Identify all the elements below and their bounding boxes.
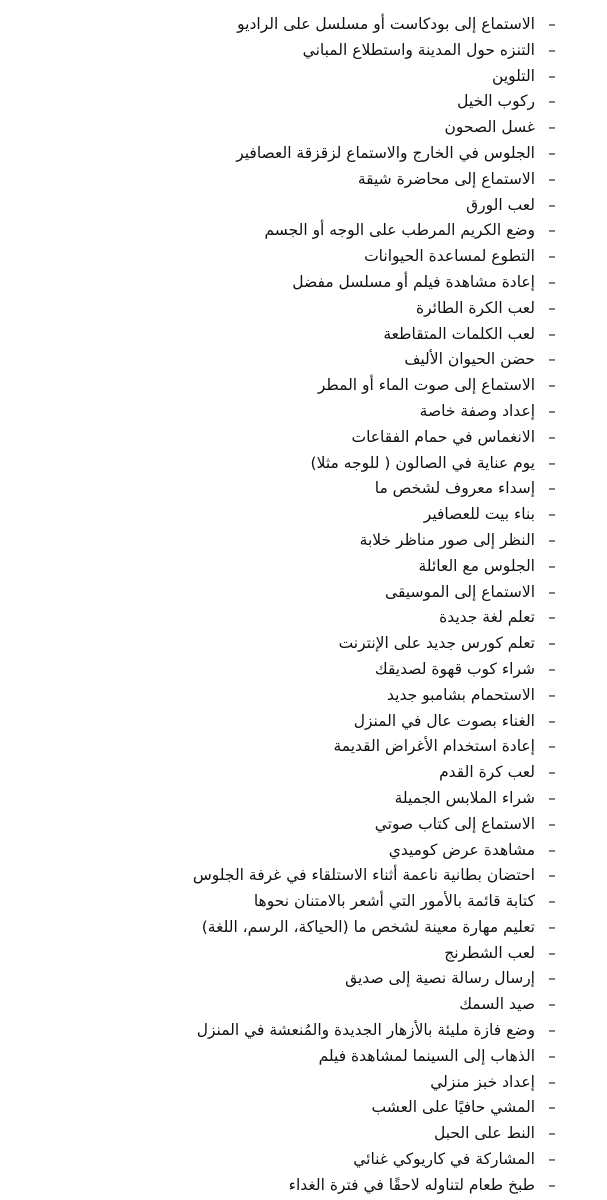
list-item-text: مشاهدة عرض كوميدي bbox=[388, 840, 535, 859]
dash-bullet-icon: – bbox=[548, 866, 556, 885]
list-item bbox=[20, 322, 559, 348]
list-item-text: كتابة قائمة بالأمور التي أشعر بالامتنان نحوها bbox=[253, 892, 535, 911]
list-item-text: النظر إلى صور مناظر خلابة bbox=[359, 530, 535, 549]
list-item bbox=[20, 1147, 559, 1173]
dash-bullet-icon: – bbox=[548, 92, 556, 111]
list-item bbox=[20, 1044, 559, 1070]
dash-bullet-icon: – bbox=[548, 556, 556, 575]
dash-bullet-icon: – bbox=[548, 118, 556, 137]
list-item-text: الانغماس في حمام الفقاعات bbox=[351, 427, 535, 446]
dash-bullet-icon: – bbox=[548, 1098, 556, 1117]
dash-bullet-icon: – bbox=[548, 66, 556, 85]
list-item-text: غسل الصحون bbox=[444, 118, 535, 137]
list-item bbox=[20, 863, 559, 889]
list-item bbox=[20, 502, 559, 528]
list-item-text: الاستماع إلى بودكاست أو مسلسل على الراديو bbox=[237, 15, 535, 33]
list-item-text: احتضان بطانية ناعمة أثناء الاستلقاء في غرفة الجلوس bbox=[192, 866, 535, 885]
dash-bullet-icon: – bbox=[548, 969, 556, 988]
list-item-text: صيد السمك bbox=[459, 995, 535, 1014]
list-item-text: التطوع لمساعدة الحيوانات bbox=[364, 247, 535, 266]
list-item bbox=[20, 1070, 559, 1096]
list-item bbox=[20, 1173, 559, 1199]
dash-bullet-icon: – bbox=[548, 1124, 556, 1143]
list-item-text: الاستحمام بشامبو جديد bbox=[387, 685, 535, 704]
list-item bbox=[20, 709, 559, 735]
list-item bbox=[20, 941, 559, 967]
list-item bbox=[20, 605, 559, 631]
dash-bullet-icon: – bbox=[548, 1072, 556, 1091]
list-item bbox=[20, 141, 559, 167]
list-item bbox=[20, 657, 559, 683]
dash-bullet-icon: – bbox=[548, 350, 556, 369]
dash-bullet-icon: – bbox=[548, 272, 556, 291]
list-item-text: التلوين bbox=[492, 66, 535, 85]
list-item bbox=[20, 373, 559, 399]
list-item-text: الجلوس في الخارج والاستماع لزقزقة العصافير bbox=[236, 143, 535, 162]
dash-bullet-icon: – bbox=[548, 530, 556, 549]
list-item-text: تعليم مهارة معينة لشخص ما (الحياكة، الرسم، اللغة) bbox=[201, 917, 535, 936]
list-item bbox=[20, 1018, 559, 1044]
dash-bullet-icon: – bbox=[548, 1021, 556, 1040]
list-item-text: المشي حافيًا على العشب bbox=[371, 1098, 535, 1117]
list-item-text: شراء كوب قهوة لصديقك bbox=[374, 659, 535, 678]
list-item-text: وضع الكريم المرطب على الوجه أو الجسم bbox=[264, 221, 535, 240]
dash-bullet-icon: – bbox=[548, 15, 556, 33]
dash-bullet-icon: – bbox=[548, 788, 556, 807]
list-item bbox=[20, 889, 559, 915]
dash-bullet-icon: – bbox=[548, 659, 556, 678]
dash-bullet-icon: – bbox=[548, 1150, 556, 1169]
list-item-text: لعب الكلمات المتقاطعة bbox=[383, 324, 535, 343]
dash-bullet-icon: – bbox=[548, 917, 556, 936]
dash-bullet-icon: – bbox=[548, 1046, 556, 1065]
dash-bullet-icon: – bbox=[548, 479, 556, 498]
list-item bbox=[20, 580, 559, 606]
list-item bbox=[20, 425, 559, 451]
list-item-text: وضع فازة مليئة بالأزهار الجديدة والمُنعشة في المنزل bbox=[196, 1021, 535, 1040]
dash-bullet-icon: – bbox=[548, 892, 556, 911]
dash-bullet-icon: – bbox=[548, 169, 556, 188]
list-item bbox=[20, 451, 559, 477]
list-item-text: المشاركة في كاريوكي غنائي bbox=[353, 1150, 535, 1169]
list-item-text: لعب الكرة الطائرة bbox=[416, 298, 535, 317]
list-item bbox=[20, 89, 559, 115]
dash-bullet-icon: – bbox=[548, 195, 556, 214]
list-item-text: إعداد خبز منزلي bbox=[430, 1072, 535, 1091]
dash-bullet-icon: – bbox=[548, 711, 556, 730]
list-item bbox=[20, 270, 559, 296]
dash-bullet-icon: – bbox=[548, 221, 556, 240]
list-item-text: إسداء معروف لشخص ما bbox=[374, 479, 535, 498]
list-item-text: إعادة مشاهدة فيلم أو مسلسل مفضل bbox=[292, 272, 535, 291]
list-item-text: تعلم لغة جديدة bbox=[439, 608, 535, 627]
list-item-text: الجلوس مع العائلة bbox=[418, 556, 535, 575]
list-item bbox=[20, 12, 559, 38]
list-item-text: النط على الحبل bbox=[433, 1124, 535, 1143]
dash-bullet-icon: – bbox=[548, 737, 556, 756]
list-item bbox=[20, 992, 559, 1018]
list-item bbox=[20, 218, 559, 244]
list-item bbox=[20, 966, 559, 992]
list-item-text: إرسال رسالة نصية إلى صديق bbox=[345, 969, 535, 988]
list-item-text: لعب كرة القدم bbox=[439, 763, 535, 782]
list-item bbox=[20, 115, 559, 141]
list-item-text: إعادة استخدام الأغراض القديمة bbox=[333, 737, 535, 756]
dash-bullet-icon: – bbox=[548, 143, 556, 162]
list-item-text: ركوب الخيل bbox=[457, 92, 535, 111]
list-item-text: لعب الشطرنج bbox=[444, 943, 535, 962]
dash-bullet-icon: – bbox=[548, 685, 556, 704]
list-item bbox=[20, 296, 559, 322]
list-item-text: حضن الحيوان الأليف bbox=[404, 350, 535, 369]
dash-bullet-icon: – bbox=[548, 247, 556, 266]
list-item bbox=[20, 193, 559, 219]
list-item-text: تعلم كورس جديد على الإنترنت bbox=[338, 634, 535, 653]
list-item-text: لعب الورق bbox=[466, 195, 535, 214]
list-item-text: الاستماع إلى محاضرة شيقة bbox=[357, 169, 535, 188]
dash-bullet-icon: – bbox=[548, 1175, 556, 1194]
dash-bullet-icon: – bbox=[548, 943, 556, 962]
dash-bullet-icon: – bbox=[548, 401, 556, 420]
list-item bbox=[20, 64, 559, 90]
list-item bbox=[20, 631, 559, 657]
list-item bbox=[20, 786, 559, 812]
list-item bbox=[20, 399, 559, 425]
list-item bbox=[20, 915, 559, 941]
list-item-text: بناء بيت للعصافير bbox=[423, 505, 535, 524]
list-item bbox=[20, 1095, 559, 1121]
list-item-text: الاستماع إلى صوت الماء أو المطر bbox=[317, 376, 535, 395]
list-item bbox=[20, 683, 559, 709]
dash-bullet-icon: – bbox=[548, 763, 556, 782]
dash-bullet-icon: – bbox=[548, 376, 556, 395]
dash-bullet-icon: – bbox=[548, 582, 556, 601]
list-item bbox=[20, 838, 559, 864]
list-item bbox=[20, 812, 559, 838]
activity-list bbox=[20, 12, 559, 1199]
dash-bullet-icon: – bbox=[548, 40, 556, 59]
list-item-text: الاستماع إلى الموسيقى bbox=[385, 582, 535, 601]
list-item bbox=[20, 760, 559, 786]
list-item-text: طبخ طعام لتناوله لاحقًا في فترة الغداء bbox=[288, 1175, 535, 1194]
dash-bullet-icon: – bbox=[548, 298, 556, 317]
list-item bbox=[20, 167, 559, 193]
dash-bullet-icon: – bbox=[548, 634, 556, 653]
dash-bullet-icon: – bbox=[548, 814, 556, 833]
list-item-text: الاستماع إلى كتاب صوتي bbox=[374, 814, 535, 833]
list-item-text: التنزه حول المدينة واستطلاع المباني bbox=[302, 40, 535, 59]
dash-bullet-icon: – bbox=[548, 840, 556, 859]
dash-bullet-icon: – bbox=[548, 324, 556, 343]
list-item-text: يوم عناية في الصالون ( للوجه مثلا) bbox=[310, 453, 535, 472]
dash-bullet-icon: – bbox=[548, 427, 556, 446]
list-item bbox=[20, 528, 559, 554]
list-item-text: الغناء بصوت عال في المنزل bbox=[353, 711, 535, 730]
list-item-text: إعداد وصفة خاصة bbox=[419, 401, 535, 420]
dash-bullet-icon: – bbox=[548, 505, 556, 524]
list-item bbox=[20, 1121, 559, 1147]
list-item bbox=[20, 476, 559, 502]
dash-bullet-icon: – bbox=[548, 608, 556, 627]
list-item-text: الذهاب إلى السينما لمشاهدة فيلم bbox=[318, 1046, 535, 1065]
list-item bbox=[20, 347, 559, 373]
dash-bullet-icon: – bbox=[548, 995, 556, 1014]
list-item bbox=[20, 554, 559, 580]
list-item bbox=[20, 38, 559, 64]
list-item bbox=[20, 244, 559, 270]
dash-bullet-icon: – bbox=[548, 453, 556, 472]
list-item bbox=[20, 734, 559, 760]
list-item-text: شراء الملابس الجميلة bbox=[394, 788, 535, 807]
